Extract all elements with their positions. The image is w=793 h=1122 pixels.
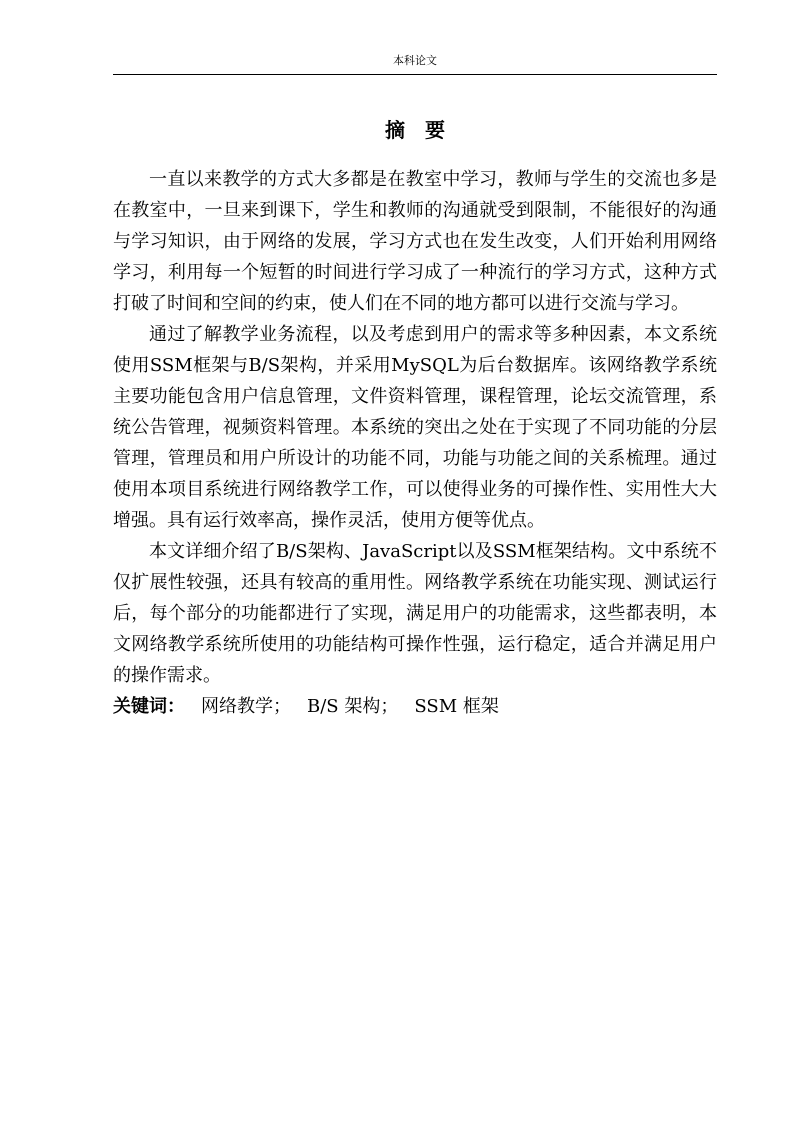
keyword-item: SSM 框架	[414, 696, 499, 717]
keywords-line	[113, 691, 717, 722]
abstract-paragraph-3: 本文详细介绍了B/S架构、JavaScript以及SSM框架结构。文中系统不仅扩展性较强，还具有较高的重用性。网络教学系统在功能实现、测试运行后，每个部分的功能都进行了实现，满足用户的功能需求，这些都表明，本文网络教学系统所使用的功能结构可操作性强，运行稳定，适合并满足用户的操作需求。	[113, 541, 717, 686]
keyword-item: 网络教学；	[201, 696, 291, 717]
abstract-paragraph-1: 一直以来教学的方式大多都是在教室中学习，教师与学生的交流也多是在教室中，一旦来到课下，学生和教师的沟通就受到限制，不能很好的沟通与学习知识，由于网络的发展，学习方式也在发生改变，人们开始利用网络学习，利用每一个短暂的时间进行学习成了一种流行的学习方式，这种方式打破了时间和空间的约束，使人们在不同的地方都可以进行交流与学习。	[113, 169, 717, 314]
keywords-label: 关键词：	[113, 696, 185, 717]
abstract-body	[113, 164, 717, 722]
page-title: 摘 要	[385, 118, 445, 142]
page-header	[113, 52, 717, 75]
keyword-item: B/S 架构；	[307, 696, 399, 717]
header-text: 本科论文	[393, 54, 437, 67]
abstract-paragraph-2: 通过了解教学业务流程，以及考虑到用户的需求等多种因素，本文系统使用SSM框架与B/S架构，并采用MySQL为后台数据库。该网络教学系统主要功能包含用户信息管理，文件资料管理，课程管理，论坛交流管理，系统公告管理，视频资料管理。本系统的突出之处在于实现了不同功能的分层管理，管理员和用户所设计的功能不同，功能与功能之间的关系梳理。通过使用本项目系统进行网络教学工作，可以使得业务的可操作性、实用性大大增强。具有运行效率高，操作灵活，使用方便等优点。	[113, 324, 717, 531]
